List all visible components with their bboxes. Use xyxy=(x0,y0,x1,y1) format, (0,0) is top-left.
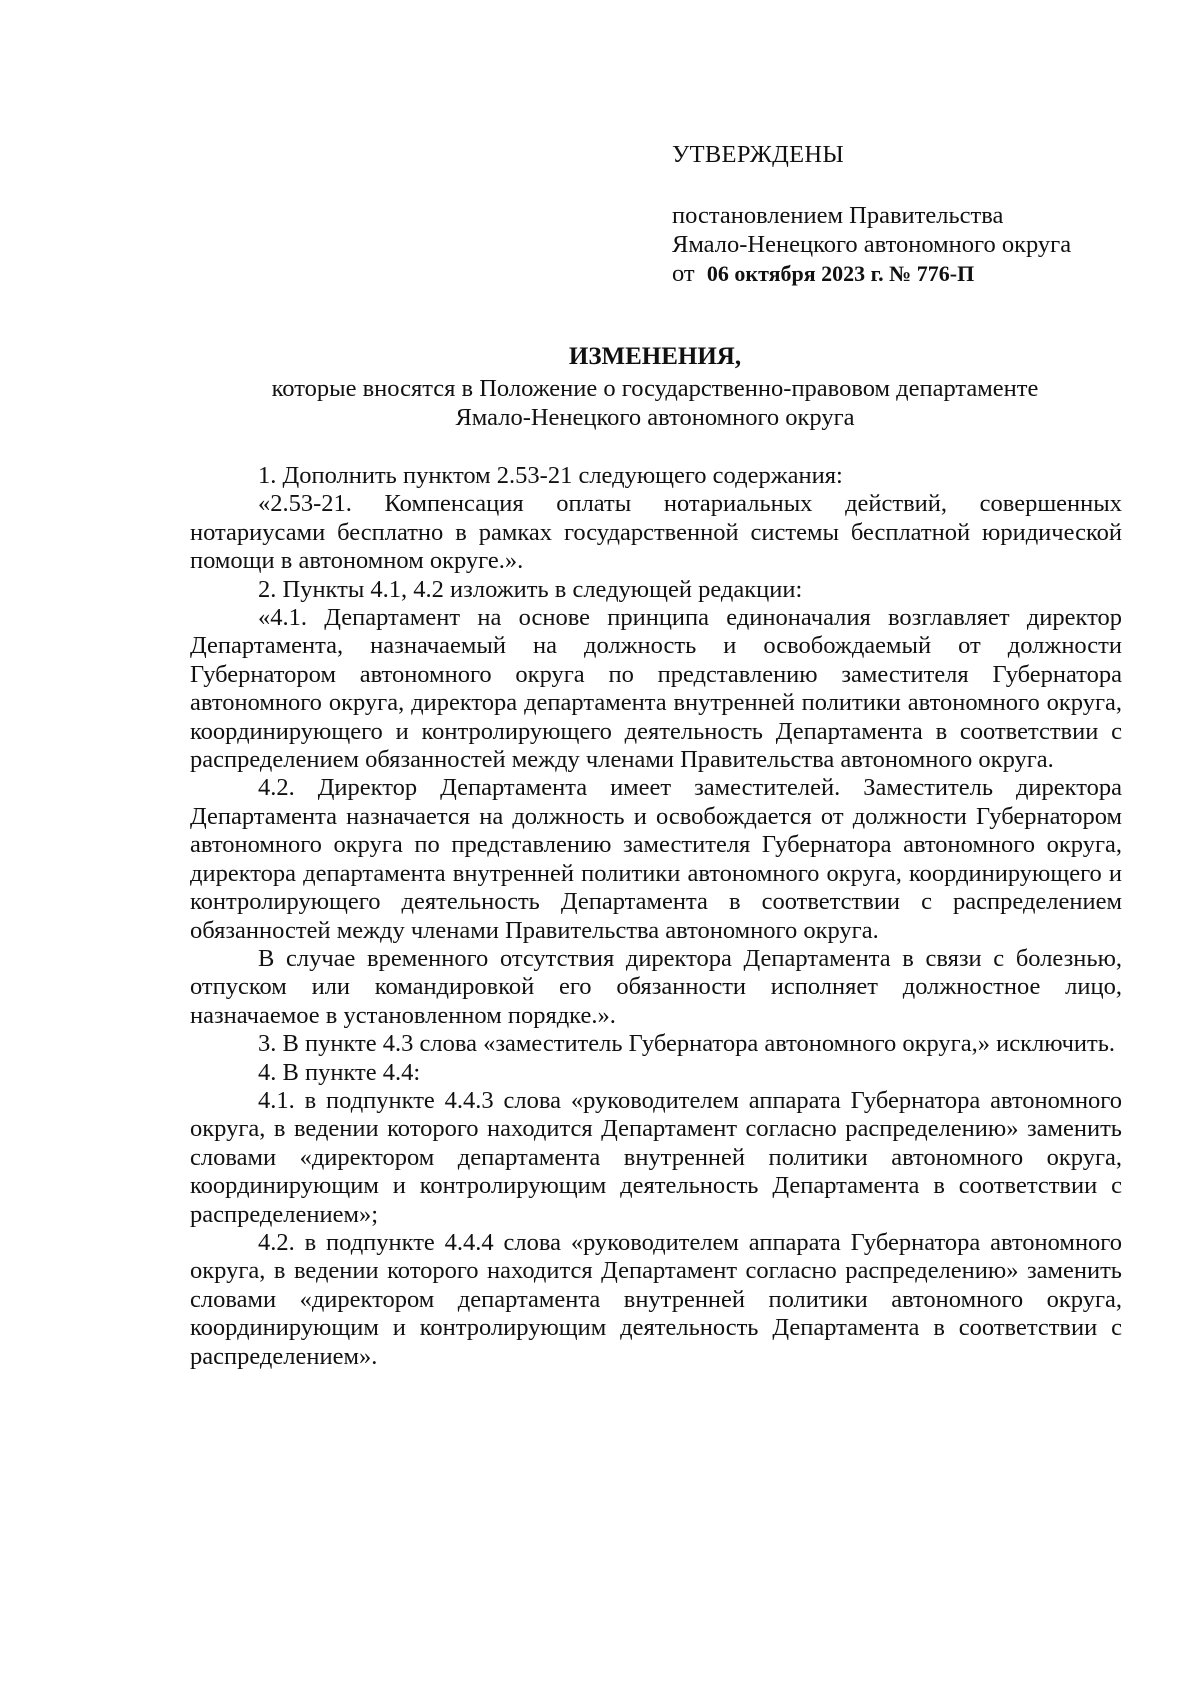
approval-line: Ямало-Ненецкого автономного округа xyxy=(672,231,1072,258)
approval-line: постановлением Правительства xyxy=(672,202,1004,229)
document-body xyxy=(190,462,1122,1371)
paragraph: 1. Дополнить пунктом 2.53-21 следующего содержания: xyxy=(258,462,843,489)
document-title: ИЗМЕНЕНИЯ, xyxy=(568,343,742,370)
approval-date-line xyxy=(672,259,1142,288)
approval-date-prefix: от xyxy=(672,260,695,287)
approval-date-value: 06 октября 2023 г. № 776-П xyxy=(706,261,975,286)
document-heading xyxy=(190,342,1120,432)
paragraph: 4. В пункте 4.4: xyxy=(258,1058,421,1086)
paragraph: 4.2. Директор Департамента имеет заместителей. Заместитель директора Департамента назначается на должность и освобождается от должности Губернатором автономного округа по представлению заместителя Губернатора автономного округа, директора департамента внутренней политики автономного округа, координирующего и контролирующего деятельность Департамента в соответствии с распределением обязанностей между членами Правительства автономного округа. xyxy=(190,774,1122,944)
document-subtitle: которые вносятся в Положение о государственно-правовом департаменте xyxy=(271,375,1039,402)
paragraph: 4.2. в подпункте 4.4.4 слова «руководителем аппарата Губернатора автономного округа, в ведении которого находится Департамент согласно распределению» заменить словами «директором департамента внутренней политики автономного округа, координирующим и контролирующим деятельность Департамента в соответствии с распределением». xyxy=(190,1228,1122,1370)
paragraph: «2.53-21. Компенсация оплаты нотариальных действий, совершенных нотариусами бесплатно в рамках государственной системы бесплатной юридической помощи в автономном округе.». xyxy=(190,490,1122,575)
approval-block xyxy=(672,140,1142,288)
paragraph: 4.1. в подпункте 4.4.3 слова «руководителем аппарата Губернатора автономного округа, в ведении которого находится Департамент согласно распределению» заменить словами «директором департамента внутренней политики автономного округа, координирующим и контролирующим деятельность Департамента в соответствии с распределением»; xyxy=(190,1086,1122,1228)
document-subtitle: Ямало-Ненецкого автономного округа xyxy=(455,404,855,431)
paragraph: 2. Пункты 4.1, 4.2 изложить в следующей редакции: xyxy=(258,575,803,603)
paragraph: «4.1. Департамент на основе принципа единоначалия возглавляет директор Департамента, назначаемый на должность и освобождаемый от должности Губернатором автономного округа по представлению заместителя Губернатора автономного округа, директора департамента внутренней политики автономного округа, координирующего и контролирующего деятельность Департамента в соответствии с распределением обязанностей между членами Правительства автономного округа. xyxy=(190,604,1122,774)
paragraph: 3. В пункте 4.3 слова «заместитель Губернатора автономного округа,» исключить. xyxy=(258,1030,1116,1058)
approval-stamp: УТВЕРЖДЕНЫ xyxy=(672,141,845,168)
paragraph: В случае временного отсутствия директора Департамента в связи с болезнью, отпуском или командировкой его обязанности исполняет должностное лицо, назначаемое в установленном порядке.». xyxy=(190,944,1122,1029)
